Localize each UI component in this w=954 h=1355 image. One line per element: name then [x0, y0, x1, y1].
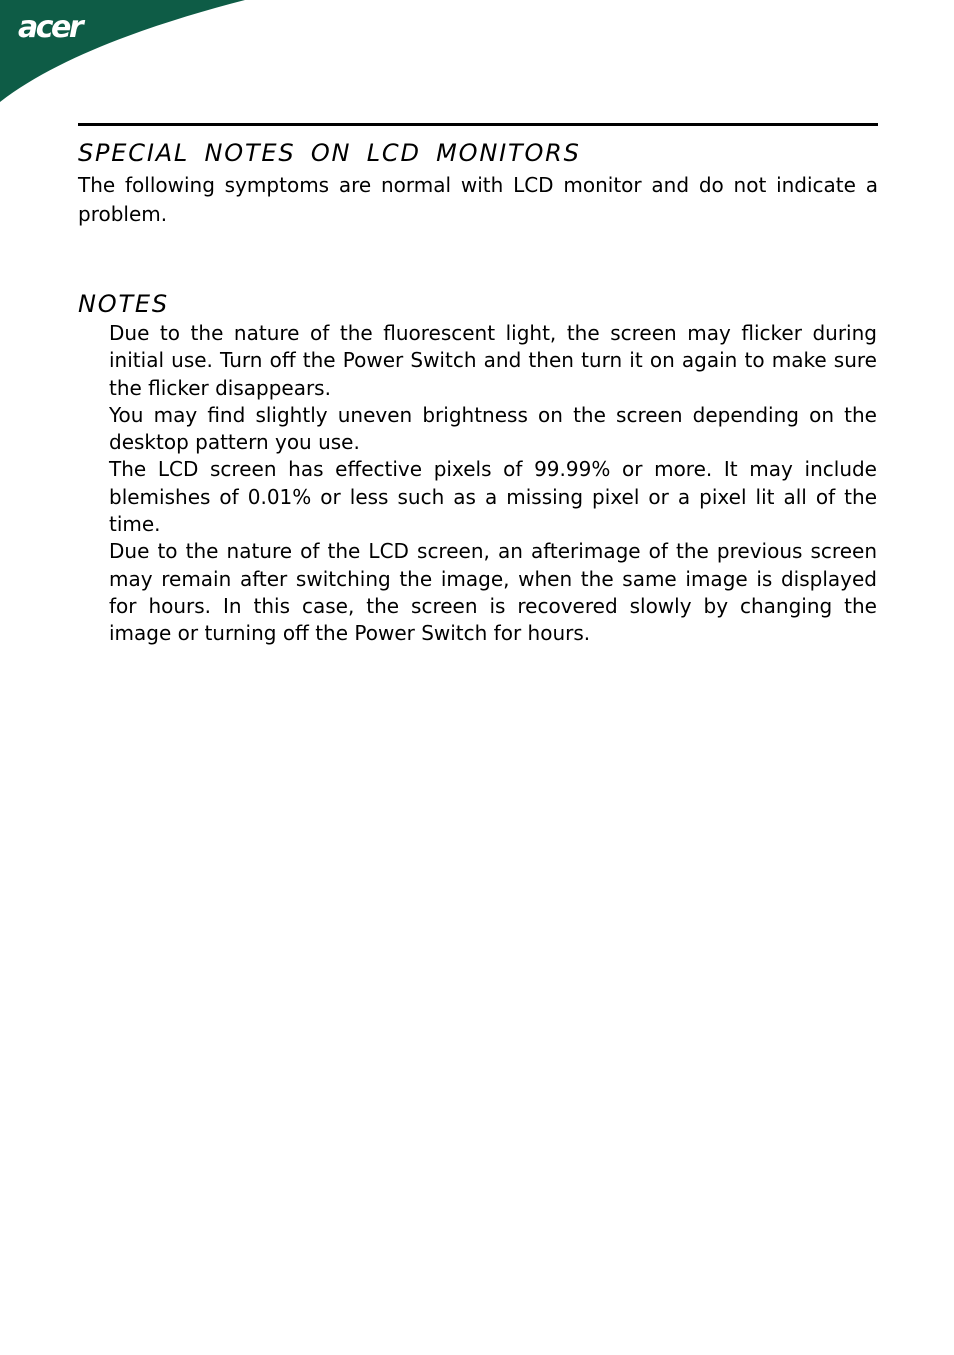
notes-list [109, 320, 877, 648]
header-rule [78, 123, 878, 126]
note-item: You may find slightly uneven brightness on the screen depending on the desktop pattern you use. [109, 402, 877, 455]
section-title: SPECIAL NOTES ON LCD MONITORS [78, 139, 581, 167]
note-item: Due to the nature of the fluorescent light, the screen may flicker during initial use. Turn off the Power Switch and then turn it on again to make sure the flicker disappears. [109, 321, 877, 400]
notes-title: NOTES [78, 290, 169, 318]
acer-logo-text: acer [18, 10, 82, 45]
acer-logo [0, 0, 245, 102]
section-intro: The following symptoms are normal with LCD monitor and do not indicate a problem. [78, 173, 878, 226]
note-item: The LCD screen has effective pixels of 99.99% or more. It may include blemishes of 0.01% or less such as a missing pixel or a pixel lit all of the time. [109, 457, 877, 537]
note-item: Due to the nature of the LCD screen, an afterimage of the previous screen may remain after switching the image, when the same image is displayed for hours. In this case, the screen is recovered slowly by changing the image or turning off the Power Switch for hours. [109, 539, 877, 646]
